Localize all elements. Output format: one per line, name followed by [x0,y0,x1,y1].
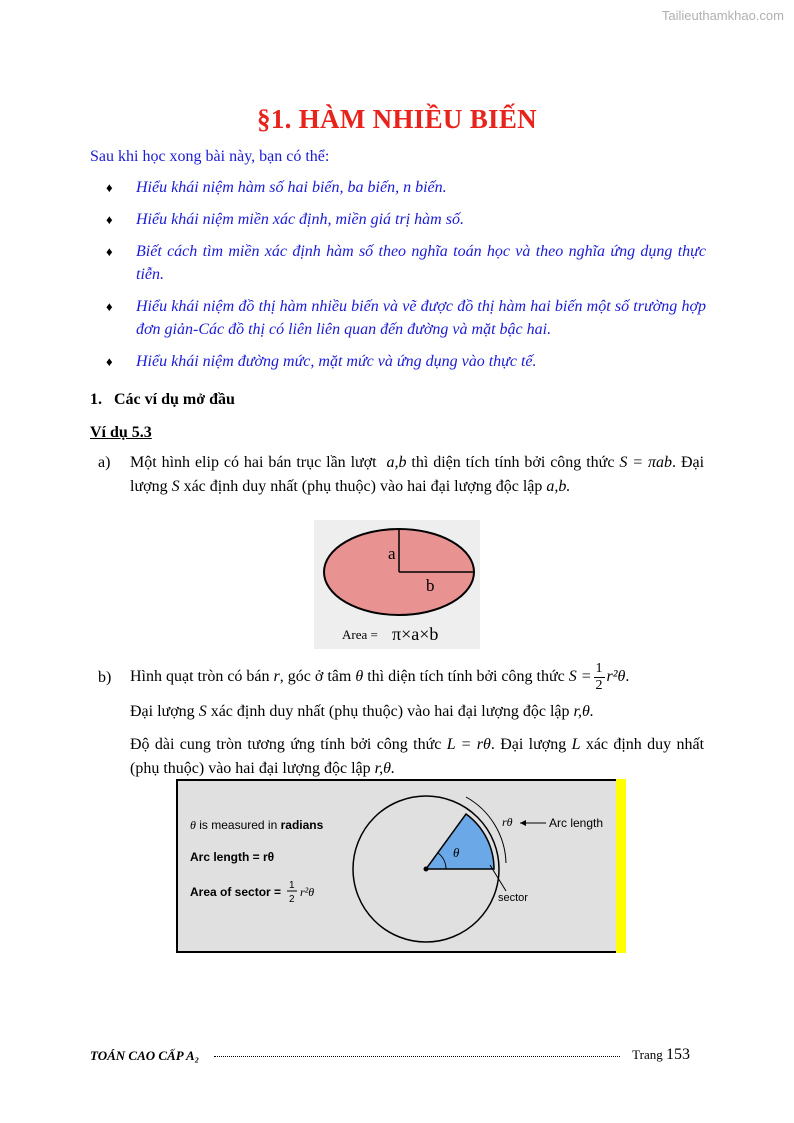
page-title: §1. HÀM NHIỀU BIẾN [257,104,537,134]
r-theta-label: rθ [502,815,513,829]
objective-item: ♦ Hiểu khái niệm hàm số hai biến, ba biến, n biến. [106,176,706,199]
yellow-sidebar [616,779,626,953]
sector-label: sector [498,892,528,904]
objectives-list [106,176,706,382]
page-number: Trang 153 [632,1046,690,1063]
footer-dots [214,1056,620,1057]
arc-length-label: Arc length [549,816,604,830]
diamond-bullet-icon: ♦ [106,354,113,369]
area-sector-formula-lhs: Area of sector = [190,885,282,899]
objective-item: ♦ Hiểu khái niệm đường mức, mặt mức và ứng dụng vào thực tế. [106,350,706,373]
section-heading: 1. Các ví dụ mở đầu [90,391,235,408]
ellipse-diagram [314,520,480,649]
arc-length-formula: Arc length = rθ [190,850,275,864]
fraction-one-half: $\frac{1}{2}$ [595,661,603,693]
figure-frame [177,780,617,952]
sector-figure [176,779,618,953]
objective-item: ♦ Hiểu khái niệm miền xác định, miền giá trị hàm số. [106,208,706,231]
area-sector-formula-rhs: r²θ [300,885,315,899]
diamond-bullet-icon: ♦ [106,212,113,227]
area-fraction-den: 2 [289,894,295,905]
footer-title: TOÁN CAO CẤP A₂ [90,1048,200,1063]
intro-text: Sau khi học xong bài này, bạn có thể: [90,148,330,165]
example-heading: Ví dụ 5.3 [90,424,152,441]
part-b-label: b) [98,669,112,686]
objective-item: ♦ Biết cách tìm miền xác định hàm số theo nghĩa toán học và theo nghĩa ứng dụng thực tiễn. [106,240,706,286]
diamond-bullet-icon: ♦ [106,244,113,259]
radians-note: θ is measured in radians [190,818,324,832]
diamond-bullet-icon: ♦ [106,180,113,195]
label-a: a [388,544,396,563]
theta-label: θ [453,845,460,860]
diamond-bullet-icon: ♦ [106,299,113,314]
sector-diagram [176,779,618,953]
area-fraction-num: 1 [289,880,295,891]
part-b-line2: Đại lượng S xác định duy nhất (phụ thuộc) vào hai đại lượng độc lập r,θ. [130,703,594,720]
label-b: b [426,576,435,595]
area-caption: Area = [342,627,378,642]
objective-item: ♦ Hiểu khái niệm đồ thị hàm nhiều biến và vẽ được đồ thị hàm hai biến một số trường hợp đơn giản-Các đồ thị có liên liên quan đến đường và mặt bậc hai. [106,295,706,341]
center-point [424,867,429,872]
part-b-line3: Độ dài cung tròn tương ứng tính bởi công thức L = rθ. Đại lượng L xác định duy nhất (phụ thuộc) vào hai đại lượng độc lập r,θ. [130,736,705,777]
part-a-label: a) [98,454,111,471]
part-a-text: Một hình elip có hai bán trục lần lượt a,b thì diện tích tính bởi công thức S = πab. Đại lượng S xác định duy nhất (phụ thuộc) vào hai đại lượng độc lập a,b. [130,454,705,495]
area-formula: π×a×b [392,624,439,644]
ellipse-figure [314,520,480,649]
part-b-line1: Hình quạt tròn có bán r, góc ở tâm θ thì diện tích tính bởi công thức S = $\frac{1}{2}$ r²θ. [130,661,630,693]
watermark: Tailieuthamkhao.com [661,8,784,23]
